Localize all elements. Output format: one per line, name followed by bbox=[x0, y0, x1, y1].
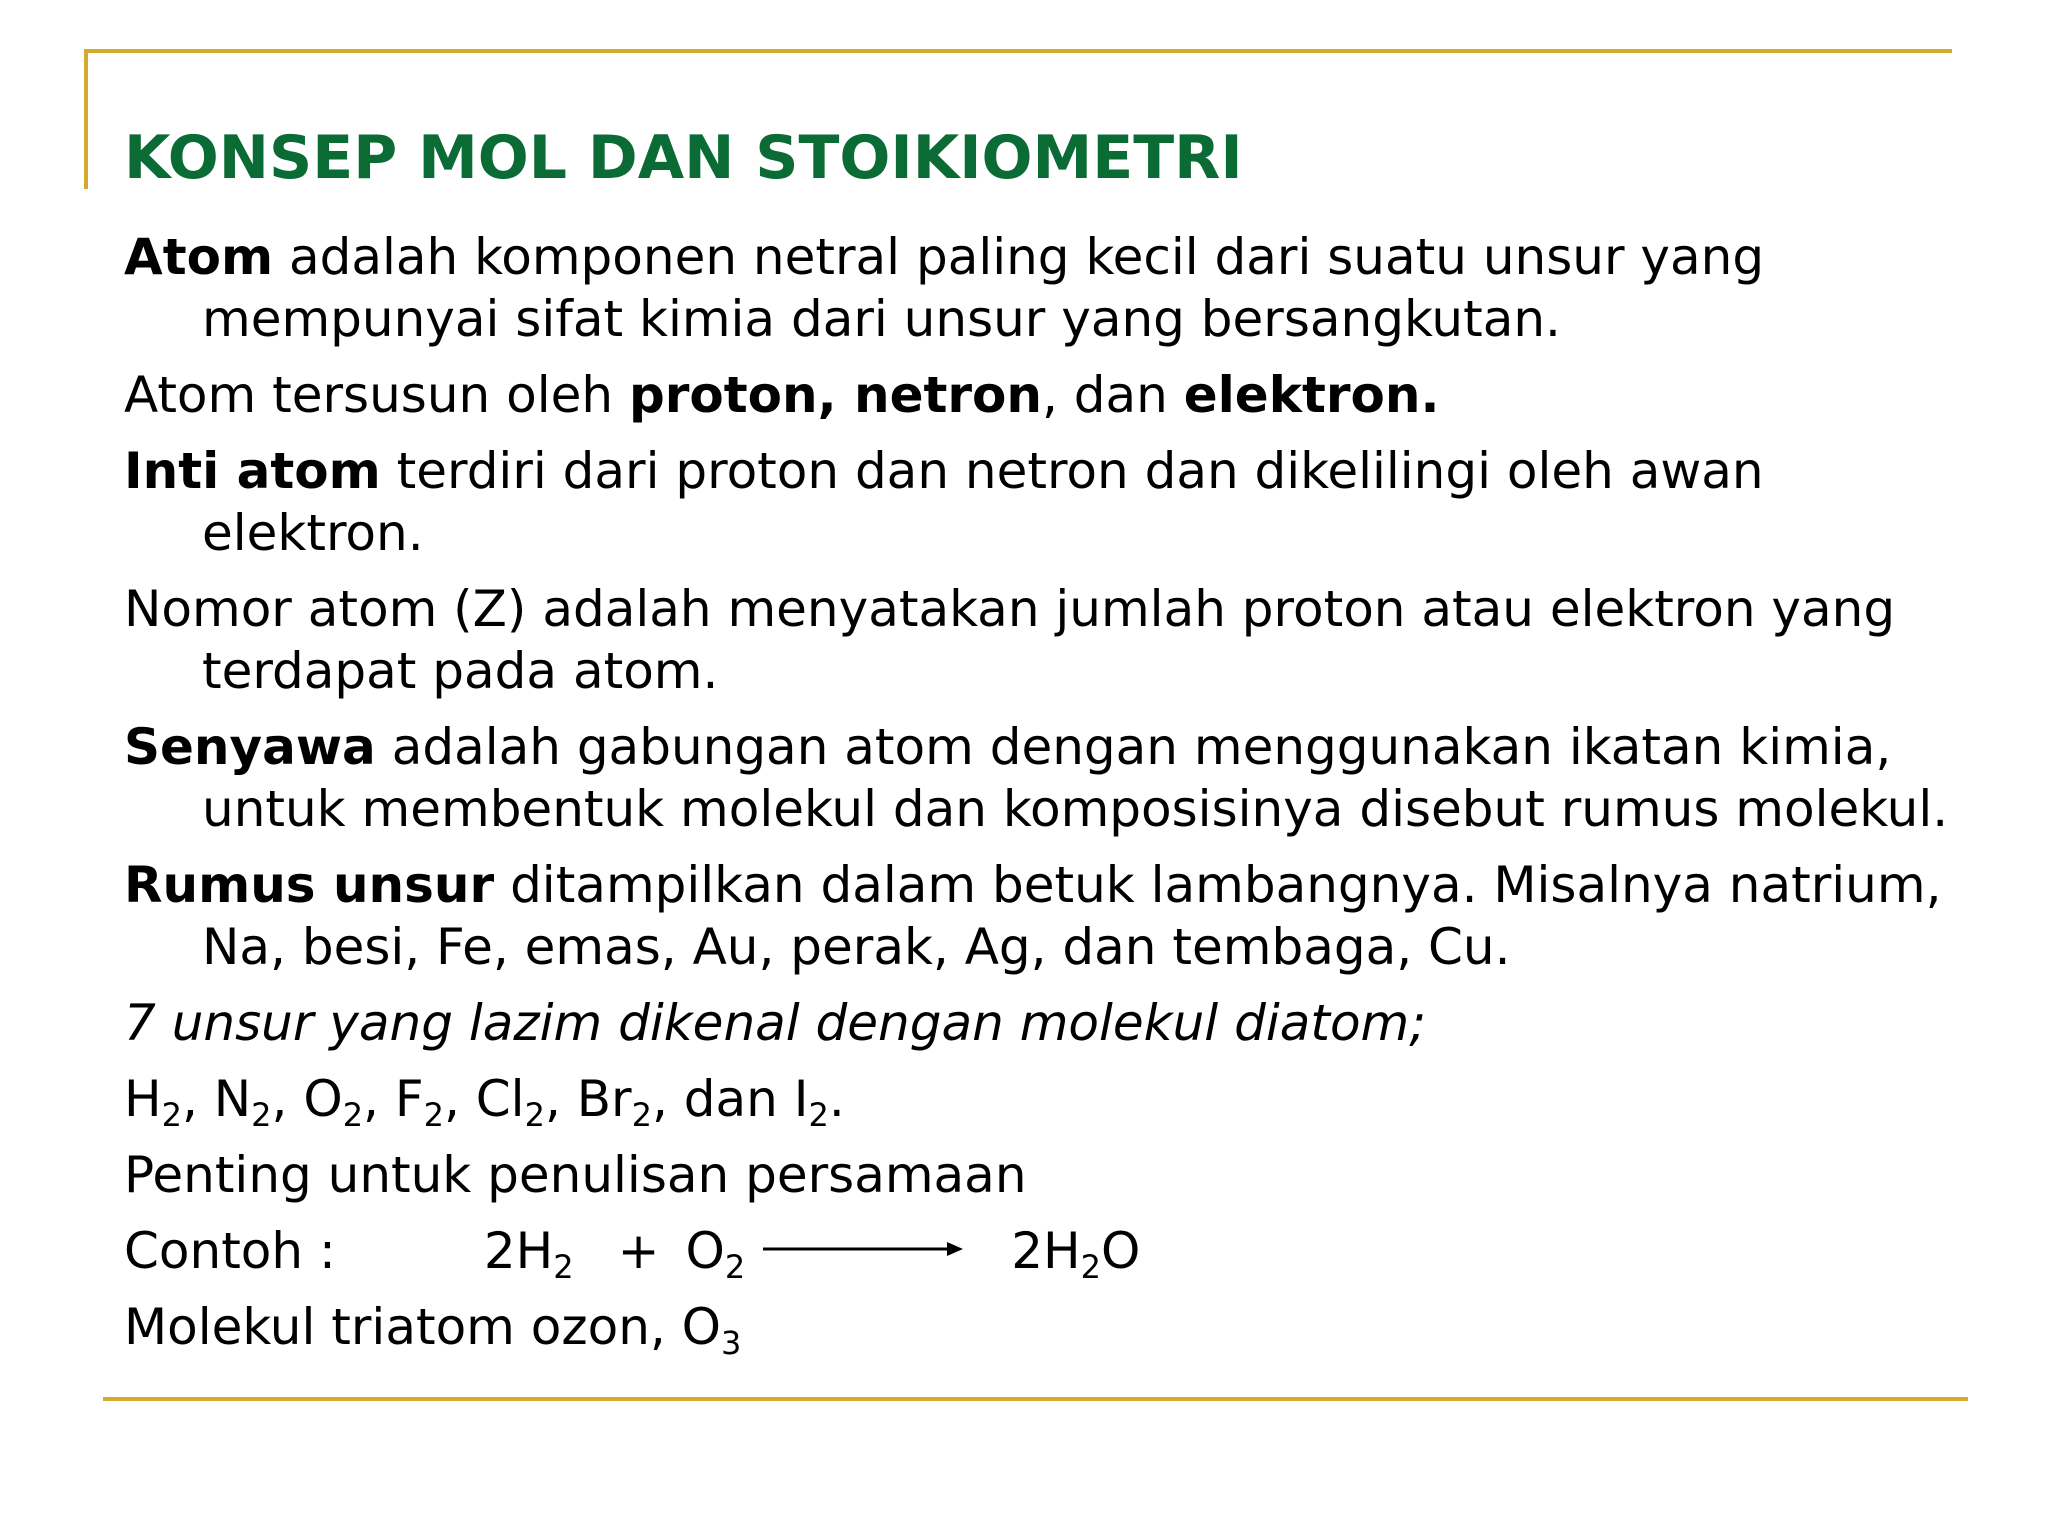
separator: . bbox=[828, 1070, 845, 1128]
formula-subscript: 3 bbox=[721, 1324, 742, 1362]
separator: , dan bbox=[651, 1070, 794, 1128]
slide-body bbox=[124, 226, 1984, 1372]
formula-subscript: 2 bbox=[342, 1096, 364, 1134]
formula-subscript: 2 bbox=[251, 1096, 272, 1134]
formula-subscript: 2 bbox=[724, 1248, 746, 1286]
formula-element: N bbox=[213, 1070, 252, 1128]
paragraph-atom bbox=[124, 226, 1984, 350]
formula-element: F bbox=[394, 1070, 424, 1128]
paragraph-text: adalah gabungan atom dengan menggunakan ikatan kimia, untuk membentuk molekul dan komposisinya disebut rumus molekul. bbox=[202, 718, 1949, 838]
formula-element: Cl bbox=[475, 1070, 525, 1128]
term-proton-netron: proton, netron bbox=[628, 366, 1042, 424]
formula-subscript: 2 bbox=[1080, 1248, 1102, 1286]
plus-sign: + bbox=[617, 1222, 660, 1280]
reactant-hydrogen: 2H bbox=[483, 1222, 554, 1280]
formula-subscript: 2 bbox=[423, 1096, 444, 1134]
paragraph-text: , dan bbox=[1042, 366, 1184, 424]
slide-frame-bottom-line bbox=[103, 1397, 1968, 1401]
term-senyawa: Senyawa bbox=[124, 718, 376, 776]
paragraph-text: adalah komponen netral paling kecil dari suatu unsur yang mempunyai sifat kimia dari unsur yang bersangkutan. bbox=[202, 228, 1765, 348]
paragraph-nomor-atom: Nomor atom (Z) adalah menyatakan jumlah proton atau elektron yang terdapat pada atom. bbox=[124, 580, 1896, 700]
diatomic-heading: 7 unsur yang lazim dikenal dengan molekul diatom; bbox=[124, 994, 1427, 1052]
separator: , bbox=[544, 1070, 577, 1128]
formula-subscript: 2 bbox=[631, 1096, 652, 1134]
formula-subscript: 2 bbox=[808, 1096, 829, 1134]
term-elektron: elektron. bbox=[1183, 366, 1440, 424]
formula-subscript: 2 bbox=[553, 1248, 574, 1286]
paragraph-text: ditampilkan dalam betuk lambangnya. Misalnya natrium, Na, besi, Fe, emas, Au, perak, Ag, dan tembaga, Cu. bbox=[202, 856, 1942, 976]
slide-frame-top-line bbox=[84, 49, 1952, 53]
paragraph-senyawa bbox=[124, 716, 1984, 840]
paragraph-text: Atom tersusun oleh bbox=[124, 366, 629, 424]
formula-subscript: 2 bbox=[524, 1096, 545, 1134]
equation-label: Contoh : bbox=[124, 1222, 336, 1280]
formula-element: Br bbox=[576, 1070, 632, 1128]
separator: , bbox=[181, 1070, 214, 1128]
paragraph-atom-composition bbox=[124, 364, 1984, 426]
reaction-arrow-icon bbox=[763, 1239, 963, 1259]
diatomic-molecules-list bbox=[124, 1068, 1984, 1134]
reactant-oxygen: O bbox=[685, 1222, 725, 1280]
formula-element: I bbox=[793, 1070, 809, 1128]
slide-frame-left-line bbox=[84, 49, 88, 189]
formula-element: O bbox=[303, 1070, 343, 1128]
separator: , bbox=[363, 1070, 395, 1128]
formula-element: H bbox=[124, 1070, 162, 1128]
term-rumus-unsur: Rumus unsur bbox=[124, 856, 495, 914]
example-equation bbox=[124, 1220, 1984, 1286]
term-atom: Atom bbox=[124, 228, 274, 286]
ozone-text: Molekul triatom ozon, O bbox=[124, 1298, 722, 1356]
product-water-tail: O bbox=[1101, 1222, 1141, 1280]
slide-title: KONSEP MOL DAN STOIKIOMETRI bbox=[124, 123, 1243, 193]
paragraph-text: terdiri dari proton dan netron dan dikelilingi oleh awan elektron. bbox=[202, 442, 1764, 562]
paragraph-rumus-unsur bbox=[124, 854, 1984, 978]
product-water: 2H bbox=[1011, 1222, 1081, 1280]
separator: , bbox=[271, 1070, 304, 1128]
formula-subscript: 2 bbox=[161, 1096, 182, 1134]
separator: , bbox=[443, 1070, 476, 1128]
ozone-line bbox=[124, 1296, 1984, 1362]
term-inti-atom: Inti atom bbox=[124, 442, 381, 500]
note-persamaan: Penting untuk penulisan persamaan bbox=[124, 1146, 1027, 1204]
paragraph-inti-atom bbox=[124, 440, 1984, 564]
